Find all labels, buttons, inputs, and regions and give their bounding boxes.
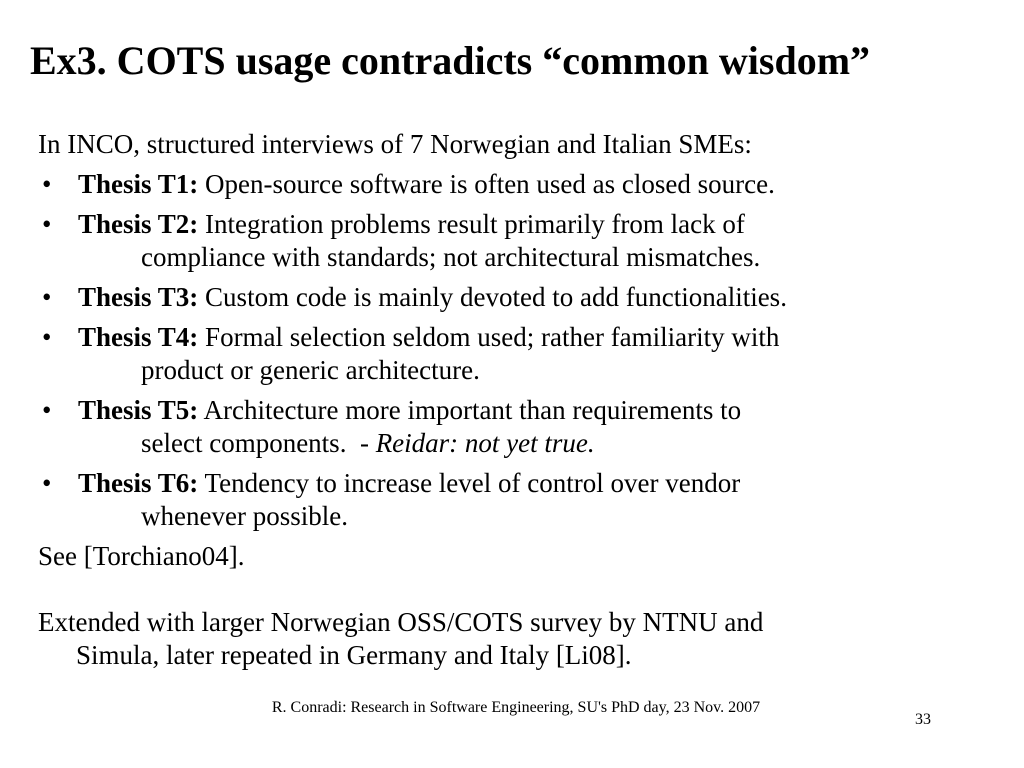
thesis-line [78, 467, 998, 500]
thesis-item-t5 [38, 394, 998, 460]
thesis-label: Thesis T5: [78, 395, 199, 425]
thesis-label: Thesis T2: [78, 209, 199, 239]
thesis-text: Custom code is mainly devoted to add functionalities. [198, 282, 787, 312]
intro-text: In INCO, structured interviews of 7 Norwegian and Italian SMEs: [38, 129, 752, 159]
slide-footer: R. Conradi: Research in Software Engineering, SU's PhD day, 23 Nov. 2007 [271, 699, 761, 716]
thesis-text: Open-source software is often used as closed source. [198, 169, 775, 199]
slide-content [38, 128, 998, 672]
slide-title: Ex3. COTS usage contradicts “common wisdom” [30, 38, 871, 83]
thesis-line [78, 168, 998, 201]
thesis-item-t6 [38, 467, 998, 533]
thesis-text: Architecture more important than requirements to [198, 395, 742, 425]
bullet-icon: • [42, 395, 52, 425]
bullet-icon: • [42, 209, 52, 239]
thesis-line [78, 321, 998, 354]
thesis-continuation: compliance with standards; not architectural mismatches. [141, 242, 761, 272]
thesis-text: Formal selection seldom used; rather familiarity with [198, 322, 780, 352]
thesis-line [78, 281, 998, 314]
thesis-text: Tendency to increase level of control over vendor [198, 468, 741, 498]
thesis-text: Integration problems result primarily from lack of [198, 209, 745, 239]
thesis-continuation [78, 427, 998, 460]
bullet-icon: • [42, 169, 52, 199]
extended-survey-text [38, 606, 998, 672]
extended-line-2: Simula, later repeated in Germany and Italy [Li08]. [76, 640, 632, 670]
thesis-list [38, 168, 998, 533]
thesis-continuation: product or generic architecture. [141, 355, 480, 385]
reidar-note: - Reidar: not yet true. [359, 428, 595, 458]
bullet-icon: • [42, 282, 52, 312]
thesis-line [78, 208, 998, 241]
thesis-label: Thesis T4: [78, 322, 199, 352]
thesis-label: Thesis T1: [78, 169, 199, 199]
thesis-item-t3 [38, 281, 998, 314]
extended-line-1: Extended with larger Norwegian OSS/COTS survey by NTNU and [38, 607, 764, 637]
thesis-item-t2 [38, 208, 998, 274]
bullet-icon: • [42, 322, 52, 352]
see-also-reference: See [Torchiano04]. [38, 541, 245, 571]
page-number: 33 [915, 711, 931, 728]
bullet-icon: • [42, 468, 52, 498]
thesis-continuation: whenever possible. [141, 501, 348, 531]
thesis-label: Thesis T6: [78, 468, 199, 498]
thesis-line [78, 394, 998, 427]
thesis-continuation-text: select components. [141, 428, 360, 458]
thesis-item-t1 [38, 168, 998, 201]
thesis-item-t4 [38, 321, 998, 387]
thesis-label: Thesis T3: [78, 282, 199, 312]
